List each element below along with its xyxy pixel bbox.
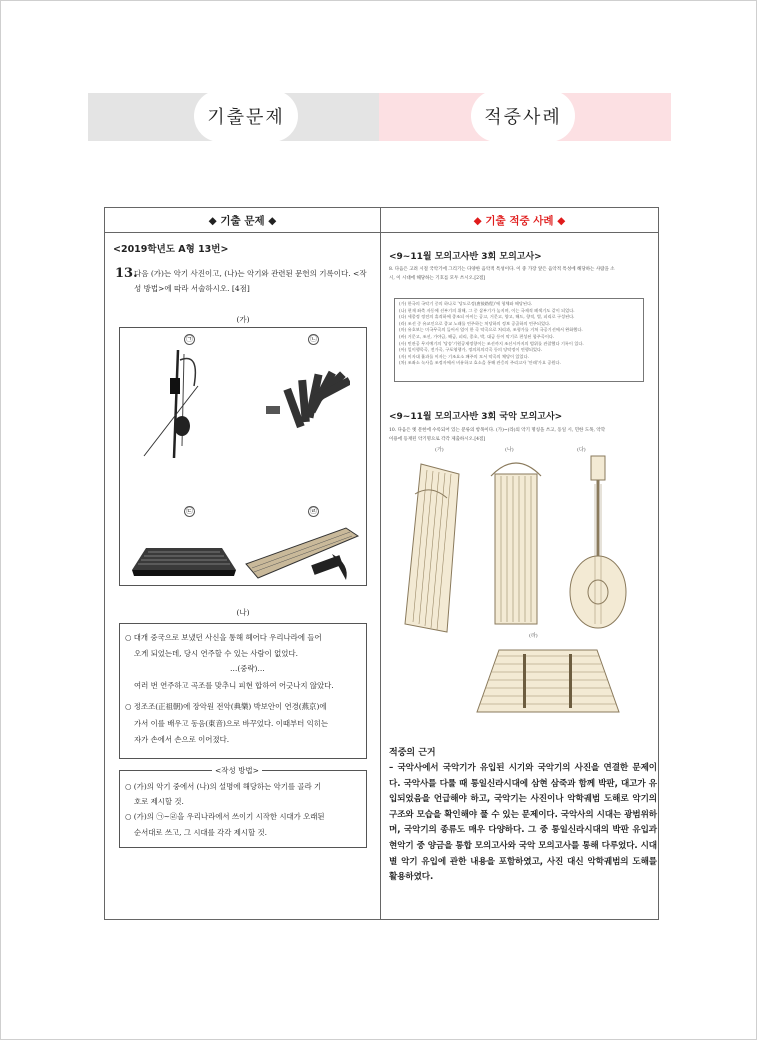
mark-a: ㉠ — [186, 335, 193, 343]
hit-case-label: 적중사례 — [471, 90, 575, 142]
option-line: (다) 세종정 정전의 휴격하에 종조되 아이는 공고, 거문고, 양고, 해드, 향적, 별, 피리로 구성된다. — [399, 314, 575, 320]
basis-text: – 국악사에서 국악기가 유입된 시기와 국악기의 사진을 연결한 문제이다. 국악사를 다룰 때 통일신라시대에 삼현 삼죽과 함께 박판, 대고가 유입되었음을 언급해야 하고, 국악기는 사진이나 악학궤범 도해로 악기의 구조와 모습을 확인해야 풀 수 있는 문제이다. 국악사의 시대는 광범위하며, 국악기의 종류도 매우 다양하다. 그 중 통일신라시대의 박판 유입과 현악기 중 양금을 통합 모의고사와 국악 모의고사를 통해 다루었다. 시대별 악기 유입에 관한 내용을 포함하였고, 사진 대신 악학궤범의 도해를 활용하였다. — [389, 763, 657, 883]
q8-line2: 시, 이 시대에 해당하는 기호를 모두 쓰시오.[2점] — [389, 276, 486, 281]
diagram-label: (라) — [529, 633, 538, 639]
na-line: ○ 대개 중국으로 보냈던 사신을 통해 헤어다 우리나라에 들어 — [125, 633, 322, 642]
option-line: (아) 일이행목곡, 전가곡, 구포영행가, 정의희의각곡 등의 당악정이 연행되었다. — [399, 347, 543, 353]
right-column — [381, 233, 659, 920]
diagram-label: (나) — [505, 447, 514, 453]
question-number: 13. — [115, 266, 138, 281]
method-legend: <작성 방법> — [212, 765, 262, 776]
method-line: ○ (가)의 ㉠~㉣을 우리나라에서 쓰이기 시작한 시대가 오래된 — [125, 812, 325, 821]
writing-method-box — [119, 766, 367, 848]
haegeum-photo — [140, 346, 210, 466]
gayageum-diagram — [481, 454, 551, 634]
diagram-label: (다) — [577, 447, 586, 453]
right-column-header: ◆ 기출 적중 사례 ◆ — [381, 208, 659, 233]
na-line: …(중략)… — [230, 664, 265, 673]
option-line: (바) 거문고, 조선, 가야금, 해금, 피리, 종초, 박, 대금 등이 악기로 편성된 합주곡이다. — [399, 333, 555, 339]
mock-exam-title-2: <9~11월 모의고사반 3회 국악 모의고사> — [389, 412, 563, 422]
option-line: (사) 민관공 무지예기의 '당송'기원공제정향이는 조선까지 조선시까지의 범위를 관찰했다 기록이 있다. — [399, 340, 584, 346]
akhak-gwebeom-diagrams — [391, 446, 649, 721]
option-line: (라) 조선 중 유교인으로 종교 노래를 연주하는 처당하의 정보 공골하의 연주되었다. — [399, 320, 551, 326]
na-line: 여러 번 연주하고 곡조를 맞추니 피현 합하여 어긋나지 않았다. — [134, 681, 334, 690]
ga-label: (가) — [236, 315, 250, 324]
mock-exam-title-1: <9~11월 모의고사반 3회 모의고사> — [389, 252, 542, 262]
yanggeum-diagram — [473, 642, 623, 720]
pipa-diagram — [559, 454, 639, 634]
exam-label: <2019학년도 A형 13번> — [113, 244, 229, 255]
method-line: ○ (가)의 악기 중에서 (나)의 설명에 해당하는 악기를 골라 기 — [125, 782, 322, 791]
mark-b: ㉡ — [310, 335, 317, 343]
method-line: 순서대로 쓰고, 그 시대를 각각 제시할 것. — [134, 828, 268, 837]
instrument-photos — [119, 327, 367, 586]
option-line: (자) 이자대 흡과를 이자는 기조요소 패주의 모서 악곡의 체당이 있었다. — [399, 353, 529, 359]
na-label: (나) — [236, 608, 250, 617]
yanggeum-photo — [126, 536, 241, 581]
basis-title: 적중의 근거 — [389, 748, 436, 758]
diagram-label: (가) — [435, 447, 444, 453]
na-line: 오게 되었는데, 당시 연주할 수 있는 사람이 없었다. — [134, 649, 298, 658]
question-text: 다음 (가)는 악기 사진이고, (나)는 악기와 관련된 문헌의 기록이다. <작성 방법>에 따라 서술하시오. [4점] — [134, 269, 367, 293]
left-column-header: ◆ 기출 문제 ◆ — [105, 208, 381, 233]
option-line: (나) 현재 좌측 자동에 선부기의 위해, 그 중 삽부기가 높지며, 이는 국제적 폐색기도 같이 되었다. — [399, 307, 575, 313]
zither-diagram — [401, 454, 471, 634]
comparison-table — [104, 207, 659, 920]
option-line: (차) 조좌소 녹사을 조정자에서 비유하고 효소을 통해 관응의 주리고자 '안래'가요 공원다. — [399, 360, 561, 366]
option-line: (가) 한국의 국악기 중의 하나로 '당도로정(唐鼓路程)'에 형체와 해당된다. — [399, 301, 533, 306]
bakpan-photo — [260, 358, 350, 438]
option-line: (마) 유호보는 미국무곡의 들어서 엄이 한 곡 악곡으로 처리과, 조형가를 거쳐 국공기선에서 완화했다. — [399, 327, 583, 333]
method-line: 호로 제시할 것. — [134, 797, 184, 806]
mark-c: ㉢ — [186, 507, 193, 515]
na-line: 자가 손에서 손으로 이어졌다. — [134, 735, 230, 744]
q10-line1: 10. 다음은 옛 문헌에 수록되어 있는 분류의 항목이다. (가)~(라)의 악기 명칭을 쓰고, 동일 시, 민한 도목, 악학 — [389, 428, 606, 433]
na-line: ○ 정조조(正祖朝)에 장악원 전악(典樂) 박보안이 연경(燕京)에 — [125, 702, 327, 711]
q8-options-box — [394, 298, 644, 382]
q8-line1: 8. 다음은 고려 시절 국악기에 그리기는 다양한 음악적 특성이다. 이 중 가장 앞은 음악적 특성에 해당하는 사람을 소 — [389, 267, 615, 272]
document-excerpt-box — [119, 623, 367, 759]
gayageum-photo — [242, 524, 362, 584]
mark-d: ㉣ — [310, 507, 317, 515]
q10-line2: 이용에 등재된 악기명으로 각각 제출하시오.[4점] — [389, 437, 486, 442]
left-column — [105, 233, 381, 920]
na-line: 가서 이를 배우고 동음(東音)으로 바꾸었다. 이때부터 익히는 — [134, 719, 329, 728]
past-exam-label: 기출문제 — [194, 90, 298, 142]
